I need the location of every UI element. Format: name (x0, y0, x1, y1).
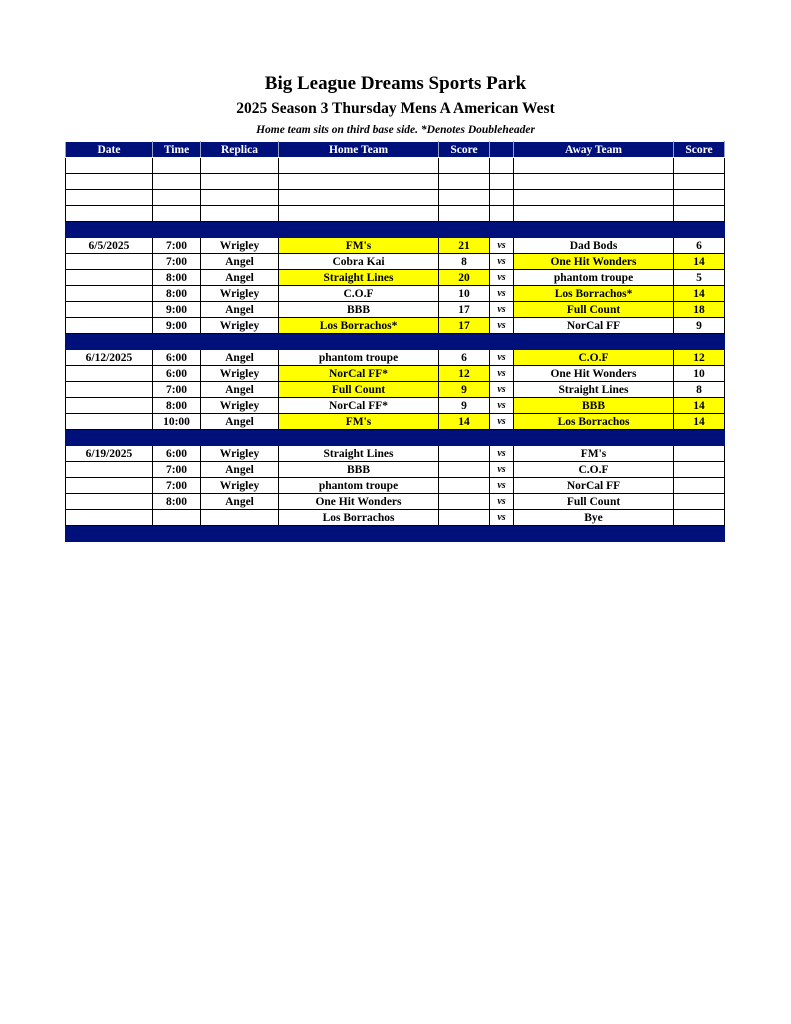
time-cell: 9:00 (153, 318, 201, 334)
empty-cell (279, 174, 439, 190)
away-score-cell: 8 (674, 382, 725, 398)
time-cell: 7:00 (153, 382, 201, 398)
empty-cell (66, 206, 153, 222)
game-row (66, 398, 725, 414)
separator-cell (490, 526, 514, 542)
replica-cell: Wrigley (201, 366, 279, 382)
game-row (66, 254, 725, 270)
replica-cell: Angel (201, 254, 279, 270)
away-team-cell: BBB (514, 398, 674, 414)
vs-cell: vs (490, 286, 514, 302)
empty-cell (153, 206, 201, 222)
col-header-away-team: Away Team (514, 142, 674, 158)
empty-cell (153, 158, 201, 174)
header-note: Home team sits on third base side. *Denotes Doubleheader (256, 124, 535, 136)
separator-row (66, 222, 725, 238)
empty-cell (490, 174, 514, 190)
empty-cell (674, 158, 725, 174)
separator-cell (279, 526, 439, 542)
away-team-cell: Los Borrachos (514, 414, 674, 430)
empty-cell (514, 174, 674, 190)
game-row (66, 302, 725, 318)
empty-cell (439, 206, 490, 222)
col-header-vs (490, 142, 514, 158)
home-team-cell: FM's (279, 238, 439, 254)
date-cell (66, 286, 153, 302)
away-score-cell: 12 (674, 350, 725, 366)
replica-cell: Wrigley (201, 446, 279, 462)
empty-cell (279, 190, 439, 206)
away-team-cell: Straight Lines (514, 382, 674, 398)
empty-cell (201, 174, 279, 190)
home-team-cell: BBB (279, 302, 439, 318)
home-team-cell: NorCal FF* (279, 366, 439, 382)
date-cell (66, 366, 153, 382)
away-score-cell: 14 (674, 398, 725, 414)
away-team-cell: C.O.F (514, 462, 674, 478)
vs-cell: vs (490, 398, 514, 414)
separator-cell (279, 222, 439, 238)
date-cell (66, 254, 153, 270)
empty-cell (66, 174, 153, 190)
separator-cell (490, 334, 514, 350)
separator-cell (66, 222, 153, 238)
separator-cell (514, 222, 674, 238)
game-row (66, 478, 725, 494)
home-score-cell: 10 (439, 286, 490, 302)
separator-cell (674, 222, 725, 238)
vs-cell: vs (490, 478, 514, 494)
game-row (66, 366, 725, 382)
away-score-cell (674, 494, 725, 510)
home-score-cell (439, 462, 490, 478)
col-header-date: Date (66, 142, 153, 158)
home-score-cell (439, 478, 490, 494)
col-header-replica: Replica (201, 142, 279, 158)
vs-cell: vs (490, 254, 514, 270)
home-team-cell: Los Borrachos (279, 510, 439, 526)
date-cell (66, 270, 153, 286)
separator-cell (514, 334, 674, 350)
separator-cell (201, 334, 279, 350)
replica-cell: Angel (201, 302, 279, 318)
away-score-cell (674, 510, 725, 526)
empty-cell (439, 190, 490, 206)
separator-cell (66, 334, 153, 350)
vs-cell: vs (490, 302, 514, 318)
home-score-cell (439, 494, 490, 510)
vs-cell: vs (490, 446, 514, 462)
empty-cell (514, 158, 674, 174)
away-team-cell: One Hit Wonders (514, 366, 674, 382)
date-cell (66, 318, 153, 334)
game-row (66, 494, 725, 510)
date-cell (66, 462, 153, 478)
separator-cell (439, 334, 490, 350)
time-cell: 8:00 (153, 494, 201, 510)
separator-row (66, 526, 725, 542)
home-score-cell: 8 (439, 254, 490, 270)
separator-cell (201, 222, 279, 238)
game-row (66, 510, 725, 526)
separator-cell (153, 334, 201, 350)
home-team-cell: C.O.F (279, 286, 439, 302)
game-row (66, 462, 725, 478)
home-team-cell: Los Borrachos* (279, 318, 439, 334)
replica-cell: Angel (201, 462, 279, 478)
time-cell (153, 510, 201, 526)
home-team-cell: Straight Lines (279, 270, 439, 286)
time-cell: 9:00 (153, 302, 201, 318)
home-score-cell: 6 (439, 350, 490, 366)
separator-cell (279, 334, 439, 350)
replica-cell: Wrigley (201, 286, 279, 302)
home-team-cell: One Hit Wonders (279, 494, 439, 510)
away-score-cell: 6 (674, 238, 725, 254)
empty-row (66, 174, 725, 190)
col-header-away-score: Score (674, 142, 725, 158)
separator-row (66, 334, 725, 350)
separator-cell (674, 430, 725, 446)
away-score-cell: 18 (674, 302, 725, 318)
home-score-cell: 17 (439, 318, 490, 334)
game-row (66, 238, 725, 254)
col-header-time: Time (153, 142, 201, 158)
vs-cell: vs (490, 318, 514, 334)
separator-cell (490, 430, 514, 446)
empty-cell (153, 174, 201, 190)
empty-cell (490, 158, 514, 174)
separator-cell (66, 526, 153, 542)
replica-cell (201, 510, 279, 526)
empty-cell (66, 158, 153, 174)
replica-cell: Wrigley (201, 238, 279, 254)
col-header-home-score: Score (439, 142, 490, 158)
empty-cell (66, 190, 153, 206)
replica-cell: Angel (201, 350, 279, 366)
empty-cell (674, 190, 725, 206)
separator-row (66, 430, 725, 446)
separator-cell (66, 430, 153, 446)
away-score-cell (674, 446, 725, 462)
game-row (66, 446, 725, 462)
date-cell (66, 414, 153, 430)
away-team-cell: Full Count (514, 494, 674, 510)
home-score-cell (439, 510, 490, 526)
replica-cell: Angel (201, 270, 279, 286)
col-header-home-team: Home Team (279, 142, 439, 158)
away-score-cell: 14 (674, 286, 725, 302)
home-score-cell: 9 (439, 398, 490, 414)
separator-cell (153, 222, 201, 238)
separator-cell (279, 430, 439, 446)
separator-cell (201, 526, 279, 542)
date-cell (66, 382, 153, 398)
home-score-cell (439, 446, 490, 462)
home-team-cell: Straight Lines (279, 446, 439, 462)
time-cell: 6:00 (153, 350, 201, 366)
away-score-cell (674, 462, 725, 478)
home-team-cell: Full Count (279, 382, 439, 398)
time-cell: 8:00 (153, 270, 201, 286)
vs-cell: vs (490, 414, 514, 430)
time-cell: 6:00 (153, 366, 201, 382)
date-cell: 6/19/2025 (66, 446, 153, 462)
empty-cell (674, 174, 725, 190)
empty-cell (439, 174, 490, 190)
time-cell: 6:00 (153, 446, 201, 462)
empty-cell (201, 206, 279, 222)
separator-cell (201, 430, 279, 446)
game-row (66, 382, 725, 398)
away-team-cell: Los Borrachos* (514, 286, 674, 302)
date-cell (66, 302, 153, 318)
replica-cell: Wrigley (201, 478, 279, 494)
home-score-cell: 12 (439, 366, 490, 382)
home-team-cell: FM's (279, 414, 439, 430)
home-score-cell: 9 (439, 382, 490, 398)
separator-cell (490, 222, 514, 238)
time-cell: 7:00 (153, 254, 201, 270)
date-cell (66, 398, 153, 414)
away-score-cell: 9 (674, 318, 725, 334)
home-team-cell: phantom troupe (279, 478, 439, 494)
replica-cell: Wrigley (201, 318, 279, 334)
replica-cell: Wrigley (201, 398, 279, 414)
home-score-cell: 14 (439, 414, 490, 430)
away-score-cell: 14 (674, 254, 725, 270)
separator-cell (674, 526, 725, 542)
separator-cell (153, 526, 201, 542)
home-team-cell: BBB (279, 462, 439, 478)
date-cell: 6/12/2025 (66, 350, 153, 366)
vs-cell: vs (490, 350, 514, 366)
empty-cell (514, 206, 674, 222)
home-score-cell: 17 (439, 302, 490, 318)
date-cell: 6/5/2025 (66, 238, 153, 254)
vs-cell: vs (490, 238, 514, 254)
empty-cell (201, 190, 279, 206)
vs-cell: vs (490, 366, 514, 382)
home-team-cell: phantom troupe (279, 350, 439, 366)
empty-row (66, 190, 725, 206)
vs-cell: vs (490, 270, 514, 286)
time-cell: 7:00 (153, 238, 201, 254)
date-cell (66, 494, 153, 510)
away-score-cell: 5 (674, 270, 725, 286)
vs-cell: vs (490, 462, 514, 478)
time-cell: 8:00 (153, 398, 201, 414)
empty-cell (279, 158, 439, 174)
home-score-cell: 21 (439, 238, 490, 254)
time-cell: 7:00 (153, 462, 201, 478)
empty-row (66, 206, 725, 222)
schedule-body (66, 158, 725, 542)
replica-cell: Angel (201, 494, 279, 510)
replica-cell: Angel (201, 382, 279, 398)
away-score-cell (674, 478, 725, 494)
table-header-row (66, 142, 725, 158)
empty-cell (279, 206, 439, 222)
empty-cell (201, 158, 279, 174)
home-team-cell: Cobra Kai (279, 254, 439, 270)
page-title: Big League Dreams Sports Park (264, 73, 527, 94)
separator-cell (439, 526, 490, 542)
replica-cell: Angel (201, 414, 279, 430)
away-team-cell: One Hit Wonders (514, 254, 674, 270)
away-team-cell: Bye (514, 510, 674, 526)
time-cell: 7:00 (153, 478, 201, 494)
vs-cell: vs (490, 382, 514, 398)
separator-cell (674, 334, 725, 350)
game-row (66, 286, 725, 302)
separator-cell (514, 430, 674, 446)
away-team-cell: Full Count (514, 302, 674, 318)
separator-cell (153, 430, 201, 446)
empty-cell (490, 206, 514, 222)
game-row (66, 350, 725, 366)
separator-cell (439, 430, 490, 446)
away-score-cell: 10 (674, 366, 725, 382)
time-cell: 10:00 (153, 414, 201, 430)
game-row (66, 414, 725, 430)
date-cell (66, 478, 153, 494)
separator-cell (439, 222, 490, 238)
separator-cell (514, 526, 674, 542)
date-cell (66, 510, 153, 526)
vs-cell: vs (490, 510, 514, 526)
home-team-cell: NorCal FF* (279, 398, 439, 414)
empty-cell (153, 190, 201, 206)
away-team-cell: NorCal FF (514, 318, 674, 334)
empty-cell (490, 190, 514, 206)
game-row (66, 270, 725, 286)
away-team-cell: FM's (514, 446, 674, 462)
away-team-cell: C.O.F (514, 350, 674, 366)
empty-cell (674, 206, 725, 222)
time-cell: 8:00 (153, 286, 201, 302)
empty-cell (439, 158, 490, 174)
vs-cell: vs (490, 494, 514, 510)
schedule-table (65, 141, 725, 542)
page-subtitle: 2025 Season 3 Thursday Mens A American West (236, 100, 555, 117)
away-team-cell: phantom troupe (514, 270, 674, 286)
empty-cell (514, 190, 674, 206)
home-score-cell: 20 (439, 270, 490, 286)
away-score-cell: 14 (674, 414, 725, 430)
away-team-cell: Dad Bods (514, 238, 674, 254)
game-row (66, 318, 725, 334)
empty-row (66, 158, 725, 174)
away-team-cell: NorCal FF (514, 478, 674, 494)
